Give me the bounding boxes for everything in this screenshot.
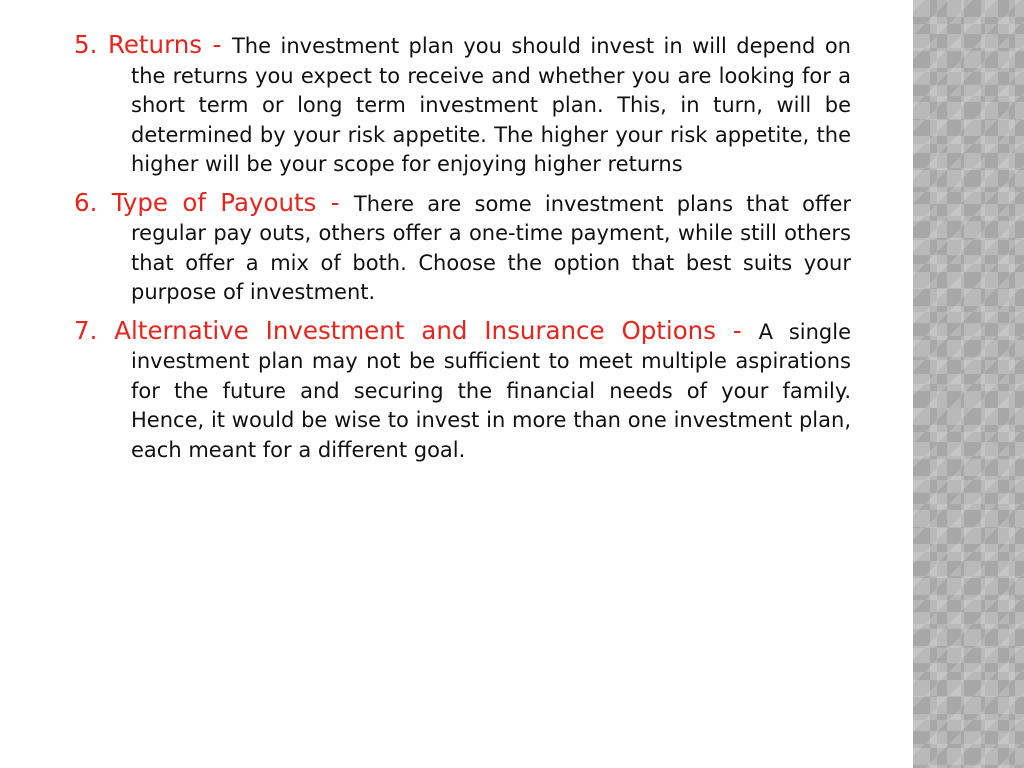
- slide-content: [74, 30, 851, 473]
- list-item-alternatives: [74, 316, 851, 466]
- item-title: 6. Type of Payouts -: [74, 187, 354, 217]
- item-body: A single investment plan may not be sufficient to meet multiple aspirations for the future and securing the financial needs of your family. Hence, it would be wise to invest in more than one investment plan, each meant for a different goal.: [131, 319, 851, 462]
- item-body: The investment plan you should invest in will depend on the returns you expect to receive and whether you are looking for a short term or long term investment plan. This, in turn, will be determined by your risk appetite. The higher your risk appetite, the higher will be your scope for enjoying higher returns: [131, 34, 851, 176]
- item-title: 7. Alternative Investment and Insurance Options -: [74, 315, 759, 345]
- decorative-side-panel: [913, 0, 1024, 768]
- item-title: 5. Returns -: [74, 30, 232, 59]
- list-item-payouts: [74, 188, 851, 308]
- item-body: There are some investment plans that offer regular pay outs, others offer a one-time payment, while still others that offer a mix of both. Choose the option that best suits your purpose of investment.: [131, 191, 851, 304]
- list-item-returns: [74, 30, 851, 180]
